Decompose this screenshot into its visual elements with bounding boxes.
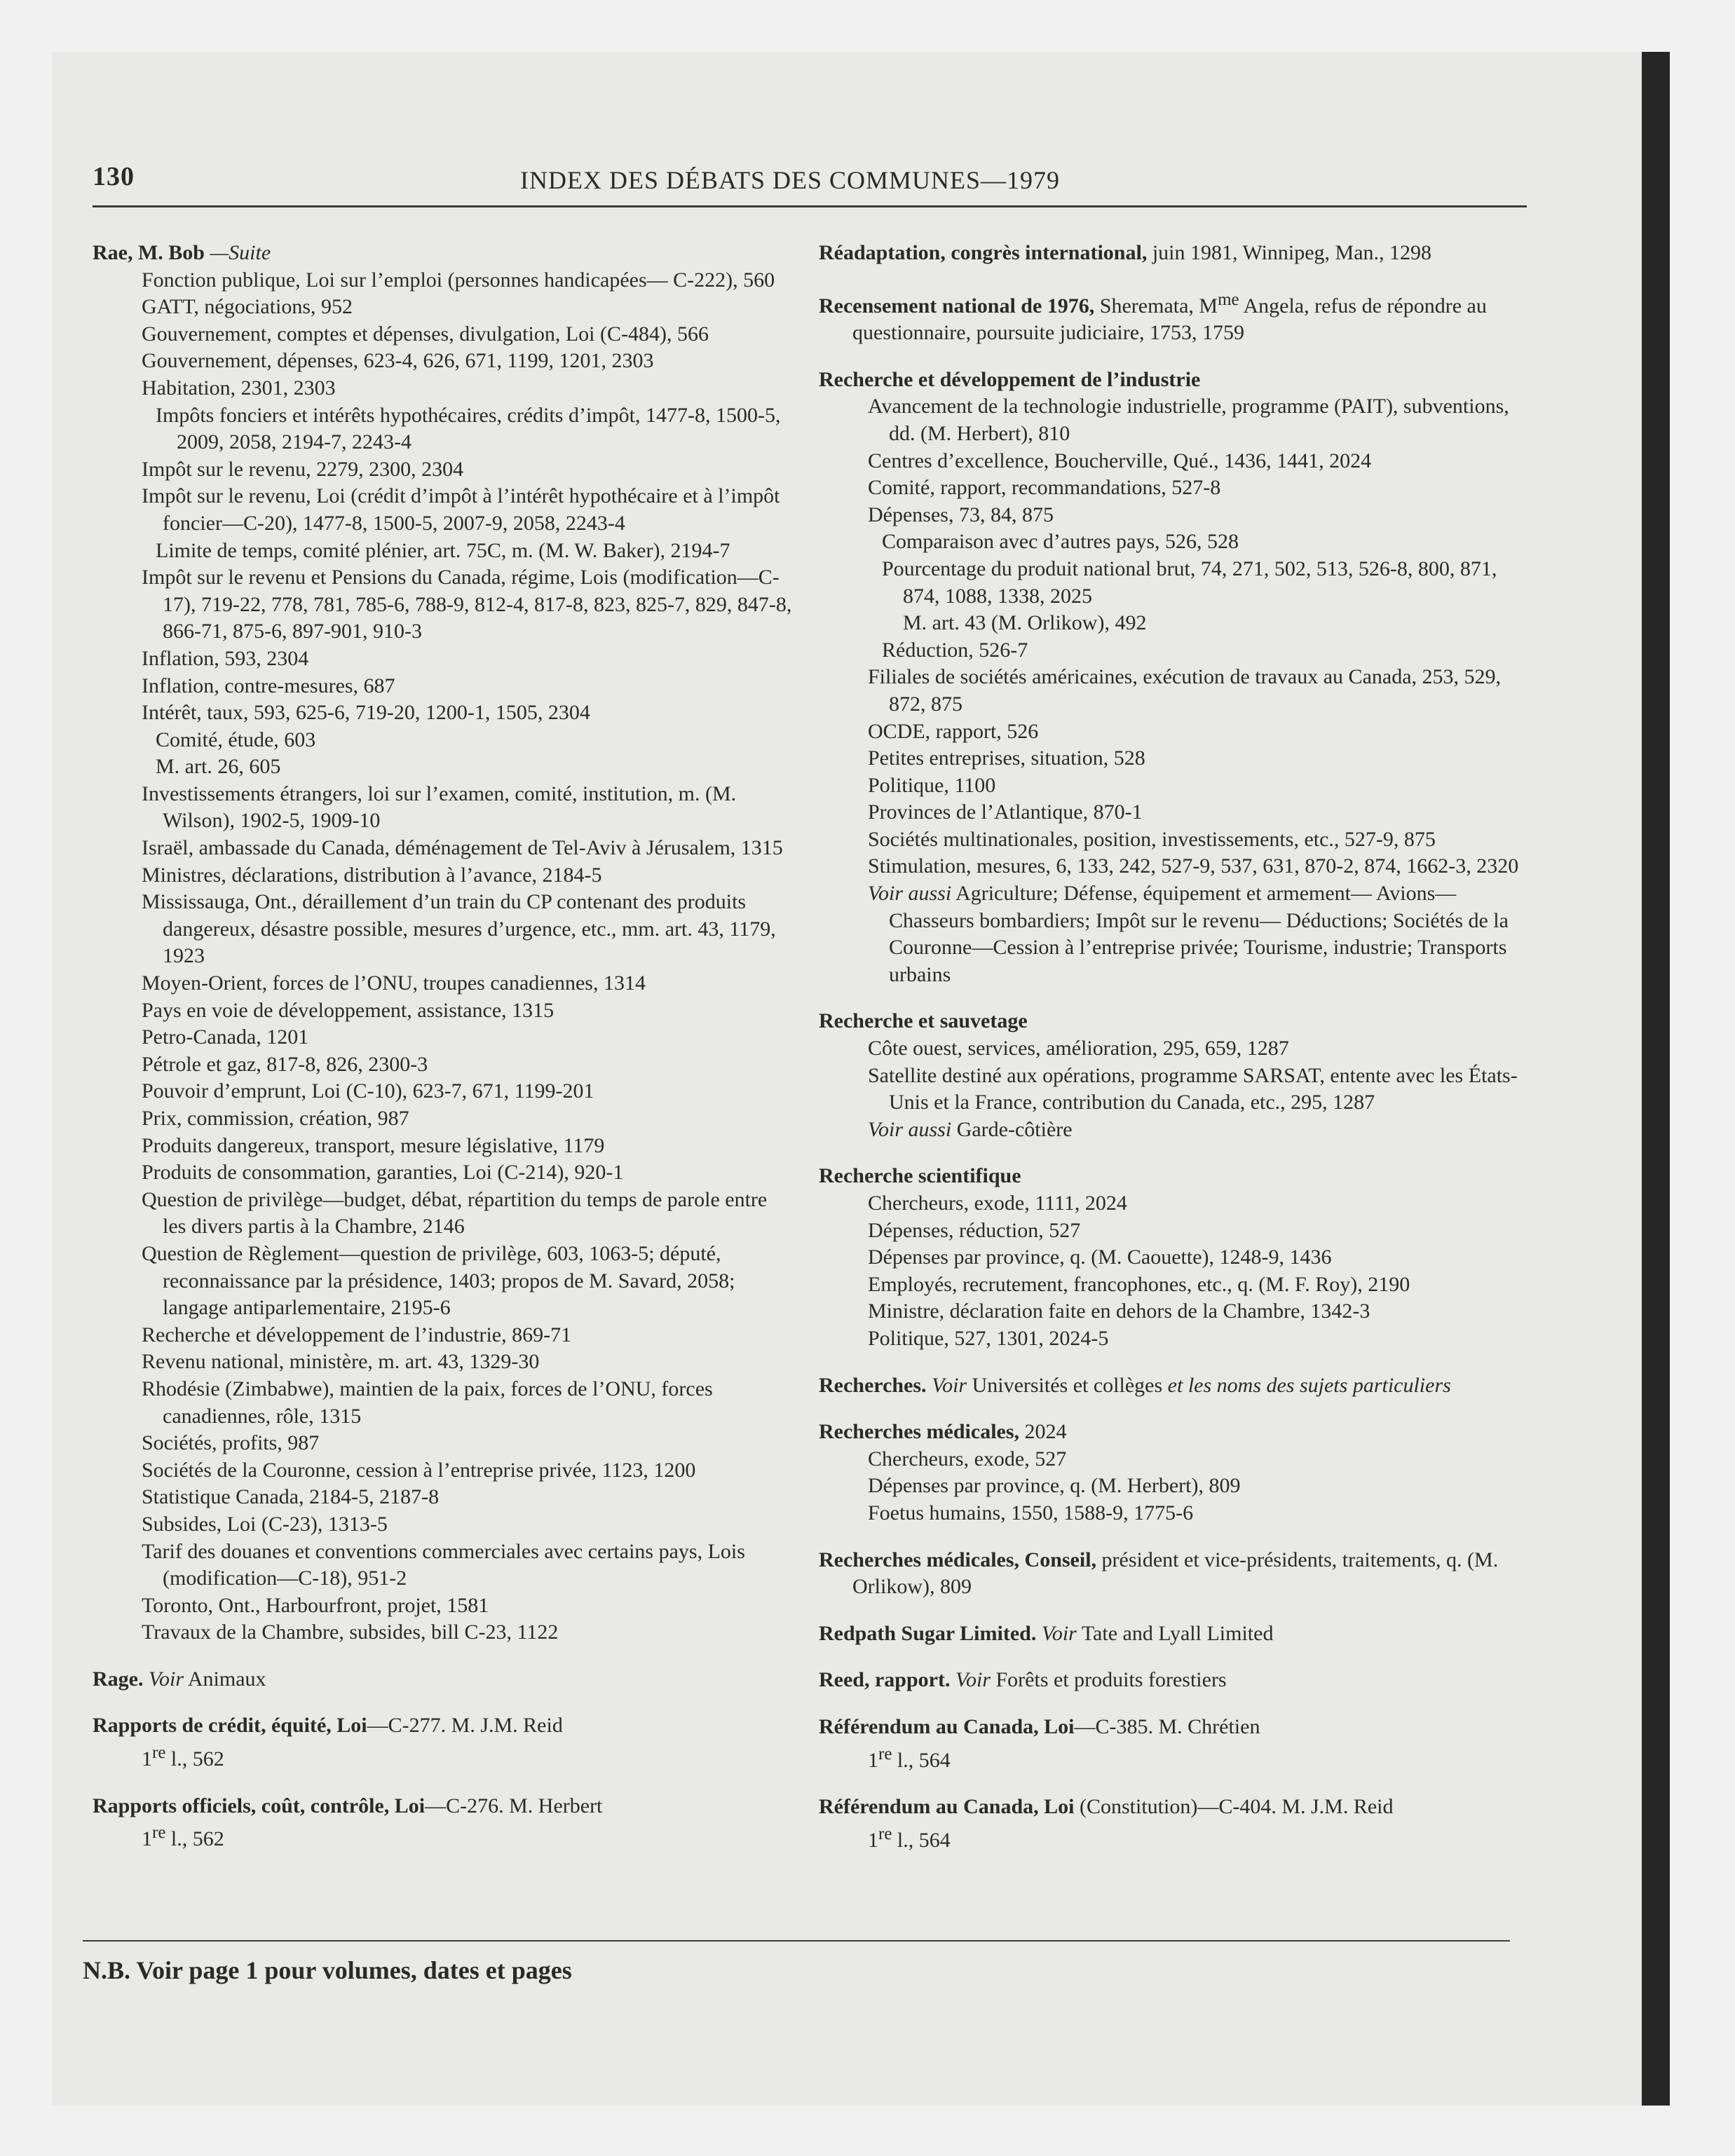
- index-subentry: Revenu national, ministère, m. art. 43, 1329-30: [142, 1350, 540, 1374]
- index-subentry: Rhodésie (Zimbabwe), maintien de la paix, forces de l’ONU, forces canadiennes, rôle, 1315: [142, 1377, 713, 1428]
- index-entry-referendum-2: [819, 1794, 1520, 1821]
- index-subentry: Sociétés, profits, 987: [142, 1431, 320, 1455]
- index-subsubentry: Pourcentage du produit national brut, 74, 271, 502, 513, 526-8, 800, 871, 874, 1088, 1338, 2025: [882, 557, 1497, 608]
- index-entry-reed: [819, 1667, 1520, 1694]
- entry-heading: Réadaptation, congrès international,: [819, 241, 1148, 264]
- index-subentry: Recherche et développement de l’industrie, 869-71: [142, 1323, 572, 1346]
- index-subentry: Satellite destiné aux opérations, programme SARSAT, entente avec les États-Unis et la France, contribution du Canada, etc., 295, 1287: [868, 1063, 1518, 1114]
- page-header: [93, 161, 1527, 207]
- index-subentry: Provinces de l’Atlantique, 870-1: [868, 800, 1143, 824]
- bill-details: (Constitution)—C-404. M. J.M. Reid: [1079, 1795, 1394, 1819]
- index-subentry: Prix, commission, création, 987: [142, 1107, 409, 1130]
- index-entry-rdi: [819, 367, 1520, 394]
- index-subentry: Petites entreprises, situation, 528: [868, 746, 1145, 770]
- cross-reference: Animaux: [187, 1667, 266, 1691]
- index-subentry: Habitation, 2301, 2303: [142, 376, 336, 400]
- voir-label: Voir: [932, 1373, 967, 1397]
- header-rule: [93, 205, 1527, 207]
- index-subsubentry: Impôts fonciers et intérêts hypothécaires, crédits d’impôt, 1477-8, 1500-5, 2009, 2058, 2194-7, 2243-4: [156, 403, 781, 454]
- index-subentry: Sociétés multinationales, position, investissements, etc., 527-9, 875: [868, 827, 1436, 851]
- entry-heading: Référendum au Canada, Loi: [819, 1714, 1075, 1738]
- entry-heading: Recensement national de 1976,: [819, 294, 1095, 318]
- index-subentry: Produits dangereux, transport, mesure législative, 1179: [142, 1133, 605, 1157]
- index-subentry: Impôt sur le revenu, 2279, 2300, 2304: [142, 457, 464, 481]
- entry-heading: Rae, M. Bob: [93, 241, 205, 264]
- index-subentry: Ministre, déclaration faite en dehors de la Chambre, 1342-3: [868, 1299, 1370, 1323]
- index-subentry: Gouvernement, dépenses, 623-4, 626, 671, 1199, 1201, 2303: [142, 349, 654, 373]
- right-column: [819, 240, 1520, 1854]
- index-entry-recensement: Recensement national de 1976, Sheremata, $M^{me}$ Angela, refus de répondre au questionnaire, poursuite judiciaire, 1753, 1759: [819, 289, 1487, 345]
- index-subentry: Inflation, 593, 2304: [142, 646, 309, 670]
- left-column: [93, 240, 794, 1853]
- index-subentry: Fonction publique, Loi sur l’emploi (personnes handicapées— C-222), 560: [142, 268, 775, 292]
- index-subentry: Mississauga, Ont., déraillement d’un train du CP contenant des produits dangereux, désastre possible, mesures d’urgence, etc., mm. art. 43, 1179, 1923: [142, 890, 776, 968]
- suite-label: —Suite: [210, 241, 271, 264]
- page-number: 130: [93, 162, 135, 191]
- entry-heading: Reed, rapport.: [819, 1668, 951, 1692]
- index-subentry: Avancement de la technologie industrielle, programme (PAIT), subventions, dd. (M. Herbert), 810: [868, 395, 1509, 445]
- voir-label: Voir: [955, 1668, 991, 1692]
- index-subentry: OCDE, rapport, 526: [868, 719, 1039, 743]
- voir-aussi-label: Voir aussi: [868, 1117, 952, 1141]
- index-subsubentry: Comparaison avec d’autres pays, 526, 528: [882, 530, 1239, 554]
- index-subentry: Politique, 1100: [868, 773, 996, 797]
- entry-heading: Rapports de crédit, équité, Loi: [93, 1714, 367, 1738]
- index-subentry: Dépenses par province, q. (M. Caouette), 1248-9, 1436: [868, 1246, 1332, 1269]
- cross-reference: Garde-côtière: [956, 1117, 1073, 1141]
- index-subentry: Toronto, Ont., Harbourfront, projet, 1581: [142, 1593, 489, 1617]
- cross-reference: Tate and Lyall Limited: [1081, 1621, 1274, 1645]
- index-entry-medicales: Recherches médicales, 2024: [819, 1420, 1067, 1444]
- index-subentry: Côte ouest, services, amélioration, 295, 659, 1287: [868, 1037, 1289, 1060]
- index-entry-sauvetage: [819, 1008, 1520, 1035]
- cross-reference-note: et les noms des sujets particuliers: [1167, 1373, 1451, 1397]
- index-subentry: Inflation, contre-mesures, 687: [142, 674, 395, 697]
- index-subentry: Intérêt, taux, 593, 625-6, 719-20, 1200-1, 1505, 2304: [142, 701, 590, 725]
- index-subentry: Chercheurs, exode, 1111, 2024: [868, 1192, 1127, 1215]
- index-subentry: Comité, rapport, recommandations, 527-8: [868, 476, 1221, 500]
- index-entry-rapports-officiels: [93, 1793, 794, 1820]
- index-subentry: Pays en voie de développement, assistance, 1315: [142, 998, 554, 1022]
- cross-reference: Agriculture; Défense, équipement et armement— Avions—Chasseurs bombardiers; Impôt sur le revenu— Déductions; Sociétés de la Couronne—Cession à l’entreprise privée; Tourisme, industrie; Transports urbains: [889, 882, 1509, 986]
- index-subentry: Dépenses, 73, 84, 875: [868, 503, 1054, 526]
- index-subentry: Subsides, Loi (C-23), 1313-5: [142, 1512, 388, 1536]
- bill-details: —C-277. M. J.M. Reid: [367, 1714, 563, 1738]
- index-subentry: Sociétés de la Couronne, cession à l’entreprise privée, 1123, 1200: [142, 1458, 696, 1482]
- index-entry-rae: [93, 240, 794, 267]
- reading-line: 1re l., 562: [142, 1823, 224, 1851]
- reading-line: 1re l., 562: [142, 1743, 224, 1771]
- entry-heading: Rage.: [93, 1667, 144, 1691]
- index-entry-readaptation: Réadaptation, congrès international, juin 1981, Winnipeg, Man., 1298: [819, 241, 1432, 264]
- index-subentry: Stimulation, mesures, 6, 133, 242, 527-9, 537, 631, 870-2, 874, 1662-3, 2320: [868, 854, 1519, 878]
- index-subentry: Foetus humains, 1550, 1588-9, 1775-6: [868, 1501, 1194, 1524]
- index-entry-referendum-1: [819, 1714, 1520, 1741]
- index-subentry: Petro-Canada, 1201: [142, 1025, 309, 1049]
- index-subentry: Moyen-Orient, forces de l’ONU, troupes canadiennes, 1314: [142, 971, 646, 995]
- index-subentry: Produits de consommation, garanties, Loi (C-214), 920-1: [142, 1161, 624, 1185]
- entry-heading: Rapports officiels, coût, contrôle, Loi: [93, 1794, 426, 1817]
- entry-heading: Référendum au Canada, Loi: [819, 1795, 1075, 1819]
- voir-label: Voir: [1041, 1621, 1077, 1645]
- voir-aussi-line: [819, 880, 1520, 988]
- index-subentry: Statistique Canada, 2184-5, 2187-8: [142, 1485, 440, 1509]
- entry-heading: Recherche et sauvetage: [819, 1009, 1028, 1033]
- cross-reference: Universités et collèges: [972, 1373, 1163, 1397]
- voir-aussi-label: Voir aussi: [868, 882, 952, 906]
- reading-line: 1re l., 564: [868, 1824, 951, 1852]
- index-subentry: Ministres, déclarations, distribution à l’avance, 2184-5: [142, 863, 602, 887]
- index-subentry: Gouvernement, comptes et dépenses, divulgation, Loi (C-484), 566: [142, 322, 709, 346]
- index-subentry: Question de Règlement—question de privilège, 603, 1063-5; député, reconnaissance par la présidence, 1403; propos de M. Savard, 2058; langage antiparlementaire, 2195-6: [142, 1241, 735, 1320]
- cross-reference: Forêts et produits forestiers: [995, 1668, 1227, 1692]
- index-entry-conseil: Recherches médicales, Conseil, président et vice-présidents, traitements, q. (M. Orlikow), 809: [819, 1548, 1499, 1599]
- index-entry-rage: [93, 1666, 794, 1693]
- index-subentry: Chercheurs, exode, 527: [868, 1447, 1067, 1471]
- index-subentry: Tarif des douanes et conventions commerciales avec certains pays, Lois (modification—C-18), 951-2: [142, 1539, 745, 1590]
- index-subentry: Travaux de la Chambre, subsides, bill C-23, 1122: [142, 1621, 559, 1644]
- voir-aussi-line: [819, 1117, 1520, 1144]
- index-subsubsubentry: M. art. 43 (M. Orlikow), 492: [903, 611, 1147, 635]
- index-entry-recherches: [819, 1372, 1520, 1400]
- index-subentry: Employés, recrutement, francophones, etc., q. (M. F. Roy), 2190: [868, 1272, 1410, 1296]
- index-subsubentry: Comité, étude, 603: [156, 728, 316, 751]
- index-subentry: Politique, 527, 1301, 2024-5: [868, 1326, 1109, 1350]
- index-subentry: Impôt sur le revenu, Loi (crédit d’impôt à l’intérêt hypothécaire et à l’impôt foncier—C-20), 1477-8, 1500-5, 2007-9, 2058, 2243-4: [142, 484, 780, 535]
- footer-rule: [83, 1940, 1510, 1942]
- index-subsubentry: Limite de temps, comité plénier, art. 75C, m. (M. W. Baker), 2194-7: [156, 538, 730, 562]
- footnote: N.B. Voir page 1 pour volumes, dates et pages: [83, 1956, 572, 1984]
- index-subentry: GATT, négociations, 952: [142, 295, 353, 319]
- index-subentry: Dépenses, réduction, 527: [868, 1218, 1081, 1242]
- entry-heading: Recherches médicales,: [819, 1420, 1020, 1444]
- index-subentry: Israël, ambassade du Canada, déménagement de Tel-Aviv à Jérusalem, 1315: [142, 836, 783, 860]
- running-title: INDEX DES DÉBATS DES COMMUNES—1979: [520, 166, 1061, 194]
- index-subsubentry: Réduction, 526-7: [882, 638, 1028, 662]
- entry-heading: Redpath Sugar Limited.: [819, 1621, 1037, 1645]
- index-entry-redpath: [819, 1621, 1520, 1648]
- index-subentry: Centres d’excellence, Boucherville, Qué., 1436, 1441, 2024: [868, 449, 1372, 472]
- index-entry-rapports-credit: [93, 1712, 794, 1740]
- scan-edge-bar: [1642, 52, 1670, 2106]
- entry-heading: Recherches médicales, Conseil,: [819, 1548, 1097, 1571]
- index-subentry: Impôt sur le revenu et Pensions du Canada, régime, Lois (modification—C-17), 719-22, 778, 781, 785-6, 788-9, 812-4, 817-8, 823, 825-7, 829, 847-8, 866-71, 875-6, 897-901, 910-3: [142, 566, 792, 643]
- bill-details: —C-385. M. Chrétien: [1074, 1714, 1260, 1738]
- index-subentry: Filiales de sociétés américaines, exécution de travaux au Canada, 253, 529, 872, 875: [868, 665, 1502, 716]
- index-subentry: Pétrole et gaz, 817-8, 826, 2300-3: [142, 1052, 428, 1076]
- reading-line: 1re l., 564: [868, 1744, 951, 1772]
- entry-heading: Recherches.: [819, 1373, 927, 1397]
- index-subentry: Dépenses par province, q. (M. Herbert), 809: [868, 1474, 1241, 1498]
- index-subentry: Pouvoir d’emprunt, Loi (C-10), 623-7, 671, 1199-201: [142, 1079, 594, 1103]
- index-subsubentry: M. art. 26, 605: [156, 755, 281, 779]
- voir-label: Voir: [148, 1667, 184, 1691]
- entry-heading: Recherche et développement de l’industrie: [819, 367, 1201, 391]
- entry-heading: Recherche scientifique: [819, 1164, 1021, 1188]
- index-subentry: Investissements étrangers, loi sur l’examen, comité, institution, m. (M. Wilson), 1902-5, 1909-10: [142, 782, 737, 833]
- index-subentry: Question de privilège—budget, débat, répartition du temps de parole entre les divers partis à la Chambre, 2146: [142, 1187, 768, 1239]
- bill-details: —C-276. M. Herbert: [425, 1794, 603, 1817]
- index-entry-scientifique: [819, 1163, 1520, 1190]
